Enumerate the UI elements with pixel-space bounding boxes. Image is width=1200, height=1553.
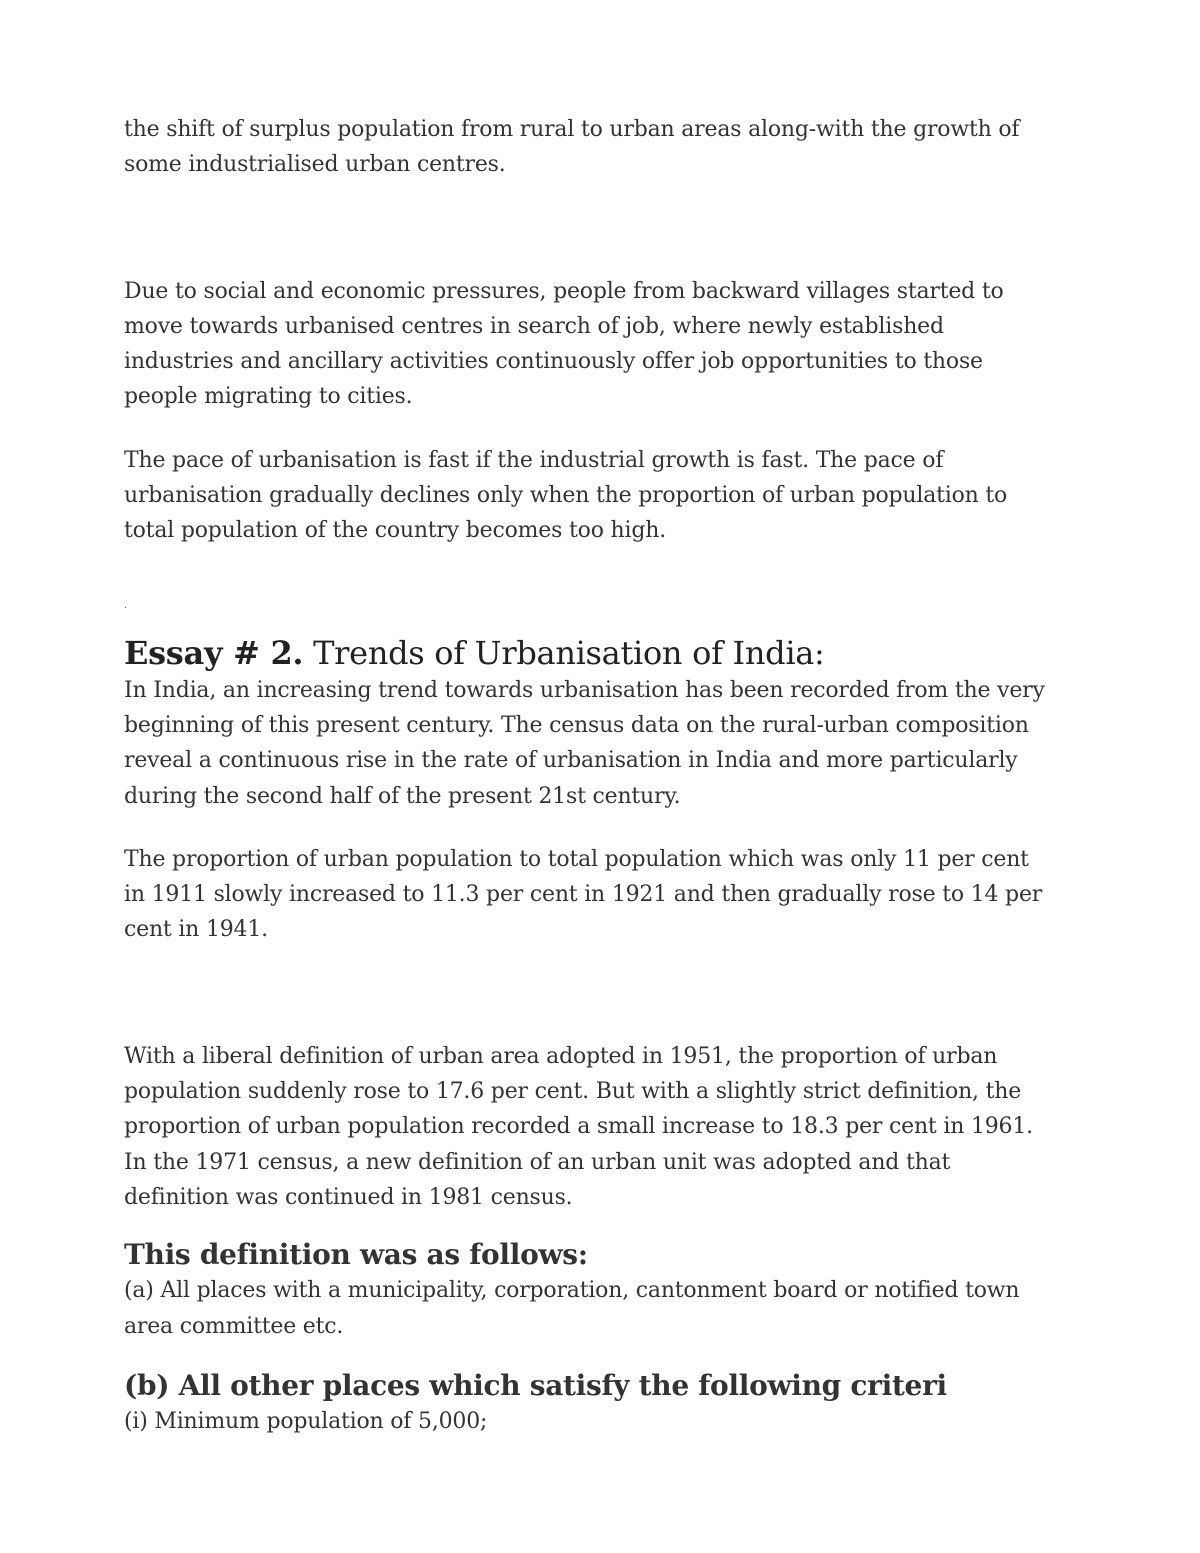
spacer (124, 183, 1054, 274)
spacer (124, 415, 1054, 443)
paragraph-increasing-trend: In India, an increasing trend towards urbanisation has been recorded from the very beginning of this present century. The census data on the rural-urban composition reveal a continuous rise in the rate of urbanisation in India and more particularly during the second half of the present 21st century. (124, 677, 1045, 809)
essay-heading (124, 633, 1054, 673)
document-page (124, 112, 1054, 1439)
essay-number: Essay # 2. (124, 633, 304, 672)
paragraph-pace-of-urbanisation: The pace of urbanisation is fast if the industrial growth is fast. The pace of urbanisation gradually declines only when the proportion of urban population to total population of the country becomes too high. (124, 447, 1008, 544)
spacer (124, 948, 1054, 1039)
criteria-heading: (b) All other places which satisfy the following criteri (124, 1368, 947, 1402)
paragraph-liberal-definition: With a liberal definition of urban area adopted in 1951, the proportion of urban population suddenly rose to 17.6 per cent. But with a slightly strict definition, the proportion of urban population recorded a small increase to 18.3 per cent in 1961. In the 1971 census, a new definition of an urban unit was adopted and that definition was continued in 1981 census. (124, 1043, 1033, 1210)
definition-heading: This definition was as follows: (124, 1238, 588, 1272)
paragraph-surplus-shift: the shift of surplus population from rural to urban areas along-with the growth of some industrialised urban centres. (124, 117, 1020, 178)
essay-title: Trends of Urbanisation of India: (303, 633, 825, 672)
list-item-i: (i) Minimum population of 5,000; (124, 1408, 488, 1434)
stray-dot: . (124, 599, 128, 611)
list-item-a: (a) All places with a municipality, corporation, cantonment board or notified town area committee etc. (124, 1278, 1020, 1339)
paragraph-social-pressures: Due to social and economic pressures, people from backward villages started to move towards urbanised centres in search of job, where newly established industries and ancillary activities continuously offer job opportunities to those people migrating to cities. (124, 278, 1004, 410)
spacer (124, 1215, 1054, 1237)
spacer (124, 1344, 1054, 1368)
spacer (124, 814, 1054, 842)
paragraph-urban-proportion: The proportion of urban population to total population which was only 11 per cent in 1911 slowly increased to 11.3 per cent in 1921 and then gradually rose to 14 per cent in 1941. (124, 846, 1043, 943)
